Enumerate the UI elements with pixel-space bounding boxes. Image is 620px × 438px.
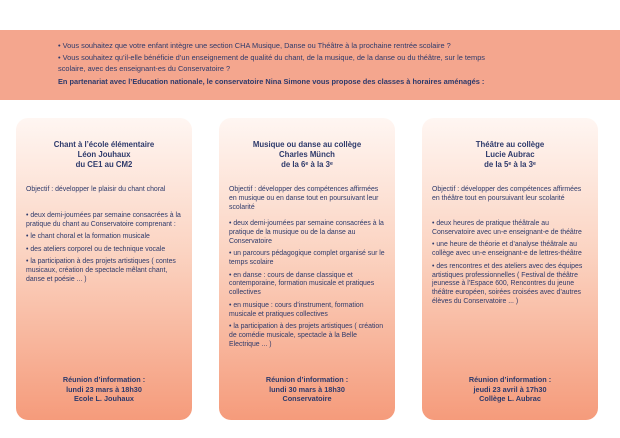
card-title-line: Théâtre au collège <box>475 140 545 149</box>
intro-text <box>58 40 578 87</box>
meeting-line: Conservatoire <box>282 394 332 404</box>
card-chant <box>16 118 192 420</box>
meeting-line: Réunion d’information : <box>265 375 349 384</box>
meeting-line: Ecole L. Jouhaux <box>73 394 134 404</box>
list-item: • en danse : cours de danse classique et contemporaine, formation musicale et pratiques collectives <box>229 271 375 297</box>
meeting-line: Réunion d’information : <box>62 375 146 384</box>
card-title-line: Charles Münch <box>279 150 335 159</box>
card-theatre <box>422 118 598 420</box>
card-meeting <box>16 375 192 404</box>
card-title <box>422 140 598 170</box>
list-item: • deux heures de pratique théâtrale au Conservatoire avec un-e enseignant-e de théâtre <box>432 220 582 236</box>
list-item: • la participation à des projets artistiques ( contes musicaux, création de spectacle mêlant chant, danse et poésie ... ) <box>26 258 176 283</box>
meeting-line: Collège L. Aubrac <box>479 394 541 404</box>
list-item: • deux demi-journées par semaine consacrées à la pratique de la musique ou de la danse au Conservatoire <box>229 220 384 245</box>
meeting-line: jeudi 23 avril à 17h30 <box>473 384 547 394</box>
card-bullets <box>26 212 184 288</box>
list-item: • le chant choral et la formation musicale <box>26 233 150 241</box>
card-title-line: du CE1 au CM2 <box>75 160 133 169</box>
card-meeting <box>422 375 598 404</box>
card-title-line: Lucie Aubrac <box>485 150 535 159</box>
card-objective: Objectif : développer le plaisir du chant choral <box>26 186 166 193</box>
card-objective: Objectif : développer des compétences affirmées en musique ou en danse tout en poursuivant leur scolarité <box>229 186 379 211</box>
meeting-line: lundi 30 mars à 18h30 <box>269 384 345 394</box>
list-item: • un parcours pédagogique complet organisé sur le temps scolaire <box>229 250 385 267</box>
list-item: • la participation à des projets artistiques ( création de comédie musicale, spectacle à la Belle Electrique ... ) <box>229 323 384 348</box>
card-title-line: de la 6ᵉ à la 3ᵉ <box>281 160 333 169</box>
intro-bullet-1: • Vous souhaitez que votre enfant intègre une section CHA Musique, Danse ou Théâtre à la prochaine rentrée scolaire ? <box>58 41 451 50</box>
list-item: • des rencontres et des ateliers avec des équipes artistiques professionnelles ( Festival de théâtre jeunesse à l’Espace 600, Rencontres du jeune théâtre européen, soirées croisées avec d’autres élèves du Conservatoire ... ) <box>432 262 583 306</box>
card-title-line: de la 5ᵉ à la 3ᵉ <box>484 160 536 169</box>
intro-bullet-2: • Vous souhaitez qu’il-elle bénéficie d’un enseignement de qualité du chant, de la musique, de la danse ou du théâtre, sur le temps <box>58 52 486 62</box>
list-item: • en musique : cours d’instrument, formation musicale et pratiques collectives <box>229 301 364 318</box>
card-title-line: Léon Jouhaux <box>77 150 131 159</box>
card-bullets <box>432 220 590 311</box>
meeting-line: lundi 23 mars à 18h30 <box>66 384 142 394</box>
card-bullets <box>229 220 387 353</box>
intro-bullet-2-cont: scolaire, avec des enseignant-es du Conservatoire ? <box>58 64 231 74</box>
card-title-line: Musique ou danse au collège <box>252 140 362 149</box>
card-objective: Objectif : développer des compétences affirmées en théâtre tout en poursuivant leur scolarité <box>432 186 582 202</box>
card-title <box>219 140 395 170</box>
list-item: • deux demi-journées par semaine consacrées à la pratique du chant au Conservatoire comprenant : <box>26 212 181 228</box>
list-item: • des ateliers corporel ou de technique vocale <box>26 245 166 253</box>
intro-lead: En partenariat avec l’Education nationale, le conservatoire Nina Simone vous propose des classes à horaires aménagés : <box>58 76 485 86</box>
meeting-line: Réunion d’information : <box>468 375 552 384</box>
list-item: • une heure de théorie et d’analyse théâtrale au collège avec un-e enseignant-e de lettres-théâtre <box>432 241 582 258</box>
card-musique-danse <box>219 118 395 420</box>
card-meeting <box>219 375 395 404</box>
card-title-line: Chant à l’école élémentaire <box>53 140 155 149</box>
card-title <box>16 140 192 170</box>
